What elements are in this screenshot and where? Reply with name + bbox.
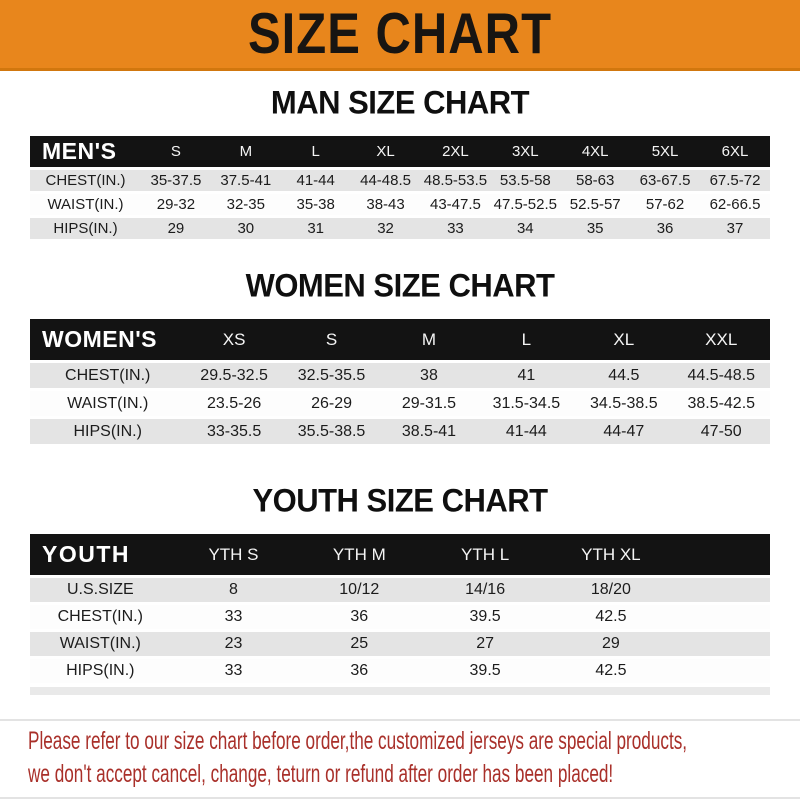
size-column-header: YTH XL	[548, 534, 674, 575]
youth-size-chart-heading: YOUTH SIZE CHART	[252, 482, 548, 519]
size-value-cell: 44-48.5	[351, 170, 421, 191]
size-column-header: YTH L	[422, 534, 548, 575]
size-value-cell: 58-63	[560, 170, 630, 191]
size-value-cell: 23	[171, 632, 297, 656]
size-value-cell: 42.5	[548, 605, 674, 629]
size-value-cell: 44.5-48.5	[673, 363, 771, 388]
size-value-cell: 18/20	[548, 578, 674, 602]
size-column-header: L	[478, 319, 575, 360]
row-label-cell: CHEST(IN.)	[30, 363, 185, 388]
size-value-cell: 33	[171, 659, 297, 683]
size-value-cell: 43-47.5	[421, 194, 491, 215]
table-row	[30, 659, 770, 683]
size-value-cell: 8	[171, 578, 297, 602]
size-value-cell: 62-66.5	[700, 194, 770, 215]
table-header-row	[30, 136, 770, 167]
size-value-cell: 29	[548, 632, 674, 656]
size-column-header: 2XL	[421, 136, 491, 167]
table-title-cell: WOMEN'S	[30, 319, 185, 360]
size-column-header: XXL	[673, 319, 771, 360]
banner-title: SIZE CHART	[248, 2, 552, 66]
size-value-cell: 32	[351, 218, 421, 239]
size-column-header: YTH M	[296, 534, 422, 575]
size-value-cell: 39.5	[422, 659, 548, 683]
size-value-cell: 33-35.5	[185, 419, 282, 444]
size-value-cell	[674, 659, 770, 683]
divider-line	[0, 719, 800, 721]
size-value-cell: 34.5-38.5	[575, 391, 672, 416]
size-column-header: 3XL	[490, 136, 560, 167]
size-value-cell: 52.5-57	[560, 194, 630, 215]
table-title-cell: YOUTH	[30, 534, 171, 575]
size-value-cell: 35-37.5	[141, 170, 211, 191]
size-value-cell: 38-43	[351, 194, 421, 215]
size-value-cell: 27	[422, 632, 548, 656]
size-column-header: L	[281, 136, 351, 167]
size-value-cell: 35.5-38.5	[283, 419, 380, 444]
size-value-cell: 38.5-42.5	[673, 391, 771, 416]
size-value-cell: 35-38	[281, 194, 351, 215]
row-label-cell: WAIST(IN.)	[30, 391, 185, 416]
size-value-cell: 32.5-35.5	[283, 363, 380, 388]
size-value-cell: 25	[296, 632, 422, 656]
size-value-cell	[674, 578, 770, 602]
man-size-chart-section	[0, 85, 800, 242]
size-value-cell	[674, 605, 770, 629]
table-row	[30, 170, 770, 191]
row-label-cell: WAIST(IN.)	[30, 632, 171, 656]
mens-size-table	[30, 133, 770, 242]
table-row	[30, 605, 770, 629]
size-value-cell: 47-50	[673, 419, 771, 444]
bottom-divider-line	[0, 797, 800, 799]
size-value-cell: 29.5-32.5	[185, 363, 282, 388]
size-value-cell: 63-67.5	[630, 170, 700, 191]
banner	[0, 0, 800, 71]
row-label-cell: HIPS(IN.)	[30, 218, 141, 239]
size-column-header: M	[380, 319, 477, 360]
size-value-cell: 29-32	[141, 194, 211, 215]
size-value-cell	[674, 632, 770, 656]
womens-size-table	[30, 316, 770, 447]
footer-notice	[0, 727, 800, 787]
size-value-cell: 48.5-53.5	[421, 170, 491, 191]
size-column-header: 6XL	[700, 136, 770, 167]
table-row	[30, 391, 770, 416]
size-value-cell: 41-44	[478, 419, 575, 444]
size-value-cell: 47.5-52.5	[490, 194, 560, 215]
size-value-cell: 42.5	[548, 659, 674, 683]
row-label-cell: HIPS(IN.)	[30, 419, 185, 444]
size-value-cell: 36	[296, 605, 422, 629]
size-column-header: S	[141, 136, 211, 167]
size-value-cell: 41	[478, 363, 575, 388]
size-value-cell: 37	[700, 218, 770, 239]
women-size-chart-section	[0, 268, 800, 447]
size-value-cell: 34	[490, 218, 560, 239]
table-row	[30, 218, 770, 239]
size-value-cell: 29-31.5	[380, 391, 477, 416]
size-column-header: 4XL	[560, 136, 630, 167]
size-value-cell: 33	[421, 218, 491, 239]
size-value-cell: 30	[211, 218, 281, 239]
size-value-cell: 44-47	[575, 419, 672, 444]
size-value-cell: 10/12	[296, 578, 422, 602]
size-value-cell: 14/16	[422, 578, 548, 602]
notice-line-2: we don't accept cancel, change, teturn or refund after order has been placed!	[28, 758, 614, 788]
table-row	[30, 632, 770, 656]
table-footer-strip	[30, 687, 770, 695]
size-value-cell: 37.5-41	[211, 170, 281, 191]
size-value-cell: 31.5-34.5	[478, 391, 575, 416]
size-column-header: XL	[351, 136, 421, 167]
size-column-header: XS	[185, 319, 282, 360]
size-column-header: YTH S	[171, 534, 297, 575]
table-title-cell: MEN'S	[30, 136, 141, 167]
table-row	[30, 419, 770, 444]
man-size-chart-heading: MAN SIZE CHART	[270, 84, 530, 121]
table-header-row	[30, 319, 770, 360]
size-value-cell: 26-29	[283, 391, 380, 416]
row-label-cell: CHEST(IN.)	[30, 605, 171, 629]
size-value-cell: 57-62	[630, 194, 700, 215]
row-label-cell: CHEST(IN.)	[30, 170, 141, 191]
size-value-cell: 44.5	[575, 363, 672, 388]
size-value-cell: 67.5-72	[700, 170, 770, 191]
size-value-cell: 36	[630, 218, 700, 239]
size-value-cell: 38	[380, 363, 477, 388]
table-row	[30, 194, 770, 215]
size-value-cell: 29	[141, 218, 211, 239]
row-label-cell: HIPS(IN.)	[30, 659, 171, 683]
table-header-row	[30, 534, 770, 575]
row-label-cell: WAIST(IN.)	[30, 194, 141, 215]
row-label-cell: U.S.SIZE	[30, 578, 171, 602]
size-value-cell: 35	[560, 218, 630, 239]
size-value-cell: 38.5-41	[380, 419, 477, 444]
size-column-header: XL	[575, 319, 672, 360]
size-value-cell: 23.5-26	[185, 391, 282, 416]
notice-line-1: Please refer to our size chart before order,the customized jerseys are special products,	[28, 726, 688, 755]
youth-size-chart-section	[0, 483, 800, 695]
size-value-cell: 36	[296, 659, 422, 683]
size-value-cell: 33	[171, 605, 297, 629]
youth-size-table	[30, 531, 770, 686]
size-column-header: S	[283, 319, 380, 360]
size-value-cell: 41-44	[281, 170, 351, 191]
women-size-chart-heading: WOMEN SIZE CHART	[245, 267, 555, 304]
size-column-header: M	[211, 136, 281, 167]
size-value-cell: 31	[281, 218, 351, 239]
table-row	[30, 578, 770, 602]
size-value-cell: 39.5	[422, 605, 548, 629]
size-value-cell: 53.5-58	[490, 170, 560, 191]
size-column-header	[674, 534, 770, 575]
table-row	[30, 363, 770, 388]
size-value-cell: 32-35	[211, 194, 281, 215]
size-column-header: 5XL	[630, 136, 700, 167]
